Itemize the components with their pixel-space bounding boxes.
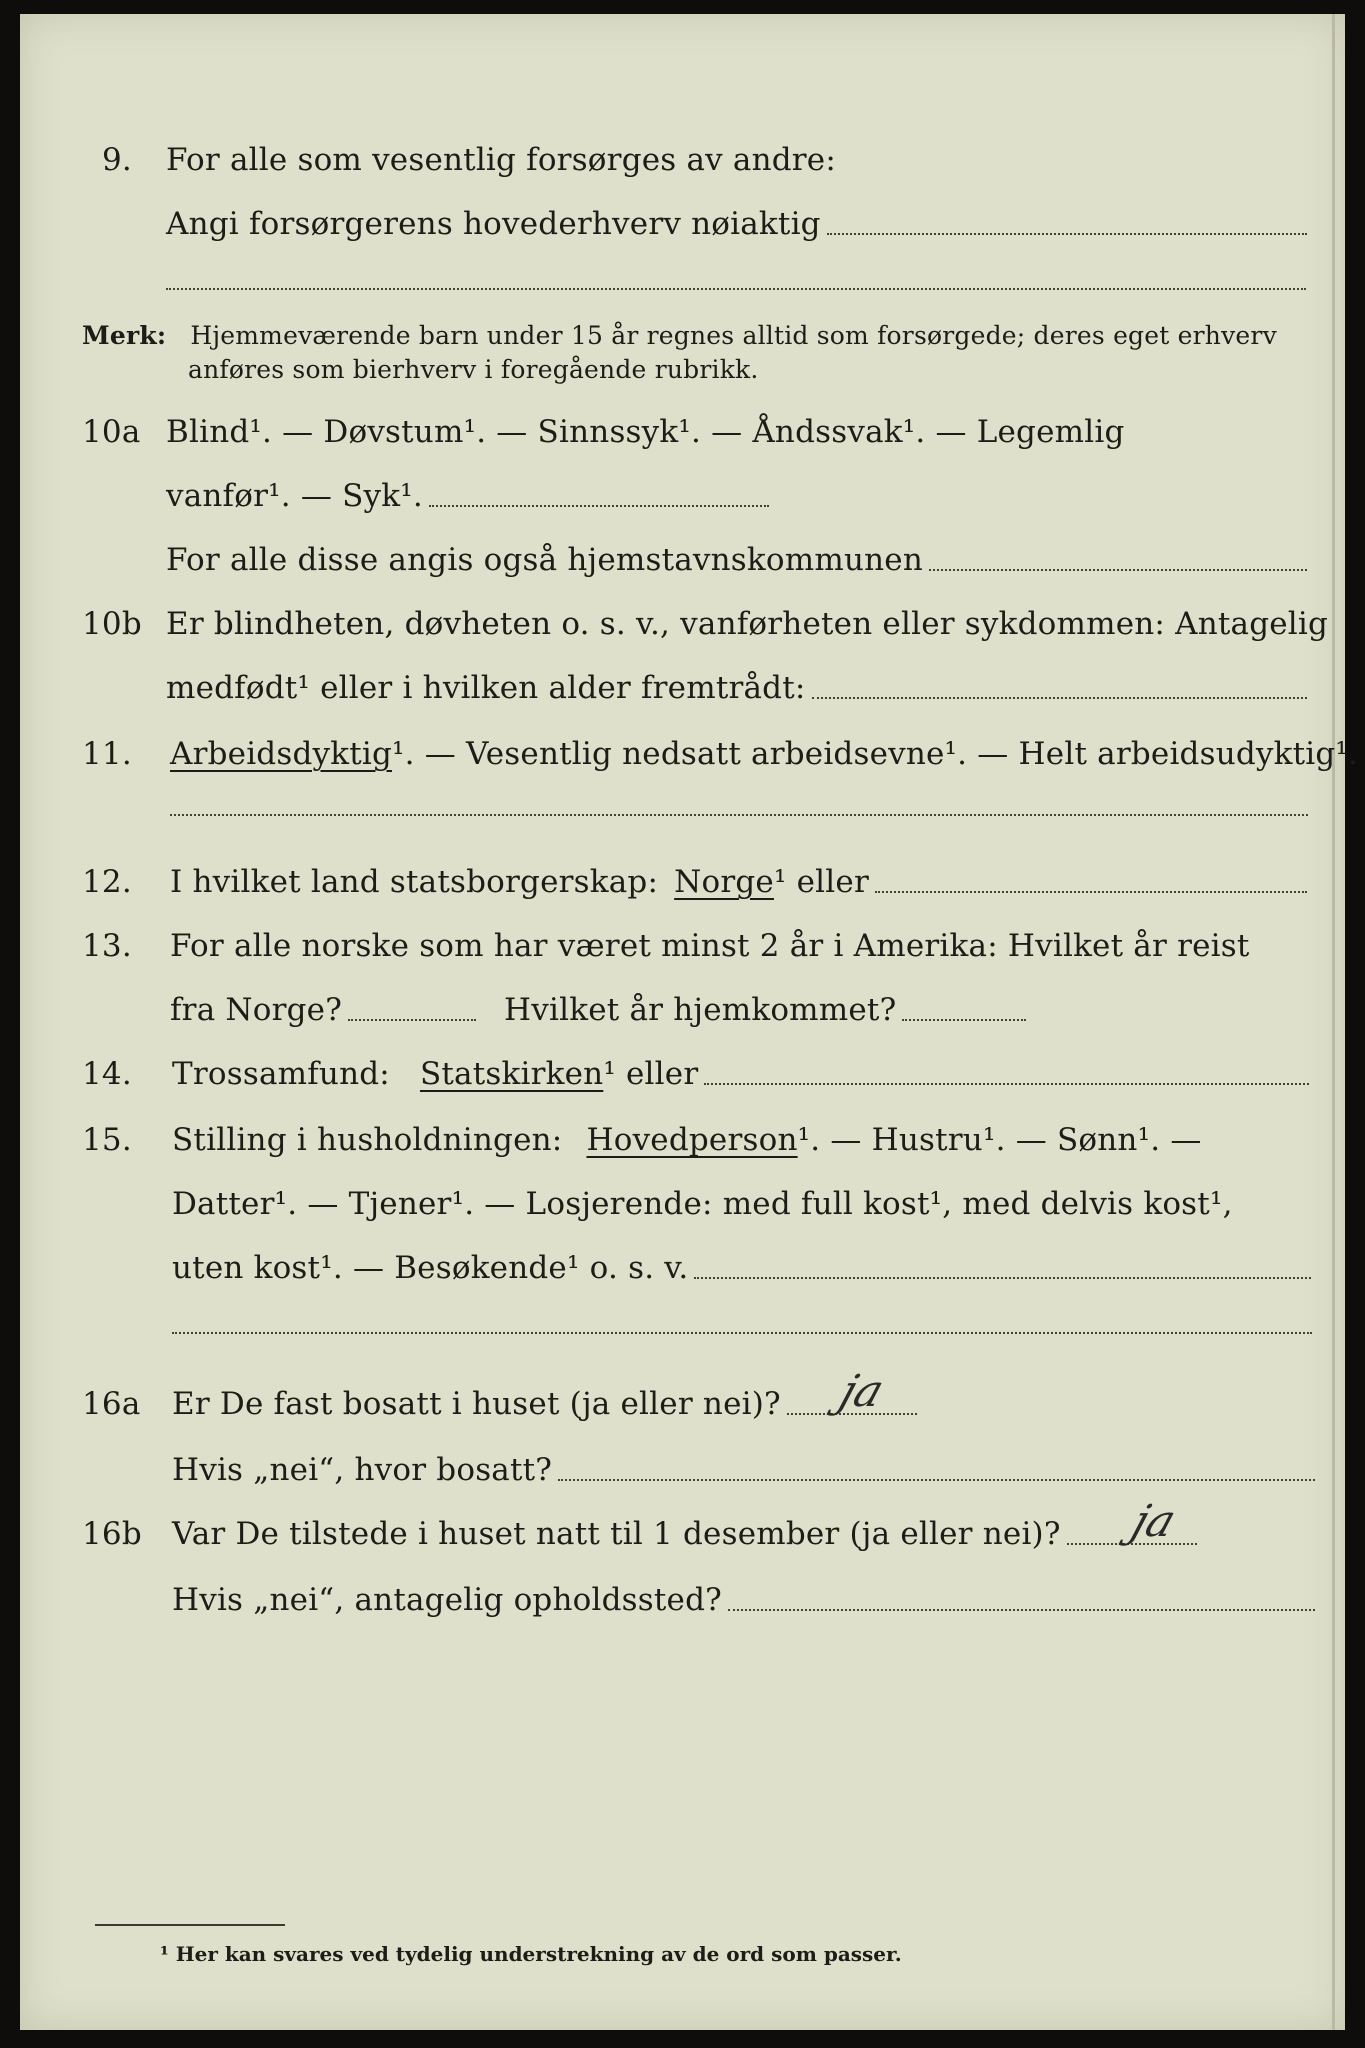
q12-option-underlined: Norge [674, 864, 774, 900]
q13-number: 13. [82, 928, 132, 964]
q10b-line1 [20, 604, 1345, 644]
merk-label: Merk: [82, 321, 167, 350]
q15-line1 [20, 1120, 1345, 1160]
q10a-number: 10a [82, 414, 141, 450]
q10b-text-2: medfødt¹ eller i hvilken alder fremtrådt: [166, 670, 806, 706]
q13-departure-field[interactable] [348, 1019, 476, 1021]
q13-departure-label: fra Norge? [170, 992, 343, 1028]
q15-rest-1: ¹. — Hustru¹. — Sønn¹. — [797, 1122, 1202, 1158]
q15-text-3: uten kost¹. — Besøkende¹ o. s. v. [172, 1250, 689, 1286]
q16b-line2 [20, 1580, 1315, 1620]
q14-text: Trossamfund: [172, 1056, 390, 1092]
q11-answer-line[interactable] [170, 814, 1308, 816]
q12-other-country-field[interactable] [875, 891, 1307, 893]
q16b-whereabouts-field[interactable] [728, 1609, 1315, 1611]
q14-number: 14. [82, 1056, 132, 1092]
q10a-sick-field[interactable] [429, 505, 769, 507]
q15-number: 15. [82, 1122, 132, 1158]
q10b-text-1: Er blindheten, døvheten o. s. v., vanførheten eller sykdommen: Antagelig [166, 606, 1329, 642]
footnote: ¹ Her kan svares ved tydelig understrekning av de ord som passer. [160, 1942, 902, 1966]
q10a-home-municipality-field[interactable] [929, 569, 1307, 571]
census-form-page [20, 14, 1359, 2030]
q12-number: 12. [82, 864, 132, 900]
q15-option-underlined: Hovedperson [586, 1122, 798, 1158]
q11-line [20, 734, 1359, 774]
q9-answer-field[interactable] [827, 233, 1307, 235]
q10a-line3 [20, 540, 1307, 580]
q16a-line2 [20, 1450, 1315, 1490]
q16a-text-2: Hvis „nei“, hvor bosatt? [172, 1452, 553, 1488]
q13-line1 [20, 926, 1345, 966]
q16b-handwritten-answer: ja [1125, 1496, 1183, 1547]
merk-line2 [20, 348, 1345, 388]
footnote-rule [95, 1924, 285, 1926]
q15-text-2: Datter¹. — Tjener¹. — Losjerende: med full kost¹, med delvis kost¹, [172, 1186, 1233, 1222]
q9-line2 [20, 204, 1307, 244]
q10a-text-2: vanfør¹. — Syk¹. [166, 478, 423, 514]
q16b-number: 16b [82, 1516, 142, 1552]
q16a-residence-field[interactable] [558, 1479, 1315, 1481]
q15-answer-field[interactable] [694, 1277, 1311, 1279]
q16a-number: 16a [82, 1386, 141, 1422]
q16a-handwritten-answer: ja [833, 1366, 891, 1417]
q9-text: For alle som vesentlig forsørges av andre: [166, 142, 836, 178]
q9-extra-answer-line[interactable] [166, 288, 1306, 290]
q15-extra-answer-line[interactable] [172, 1332, 1312, 1334]
q15-line2 [20, 1184, 1345, 1224]
q13-return-label: Hvilket år hjemkommet? [504, 992, 897, 1028]
q15-line3 [20, 1248, 1311, 1288]
q12-text: I hvilket land statsborgerskap: [170, 864, 659, 900]
q16b-text-1: Var De tilstede i huset natt til 1 desember (ja eller nei)? [172, 1516, 1061, 1552]
merk-text-1: Hjemmeværende barn under 15 år regnes alltid som forsørgede; deres eget erhverv [190, 321, 1277, 350]
q11-option-underlined: Arbeidsdyktig [170, 736, 393, 772]
q14-option-underlined: Statskirken [419, 1056, 604, 1092]
q10b-line2 [20, 668, 1307, 708]
q9-number: 9. [102, 142, 132, 178]
q10a-line2 [20, 476, 1345, 516]
q13-line2 [20, 990, 1345, 1030]
q11-rest: ¹. — Vesentlig nedsatt arbeidsevne¹. — Helt arbeidsudyktig¹. [392, 736, 1359, 772]
q9-provider-label: Angi forsørgerens hovederhverv nøiaktig [166, 206, 821, 242]
q10a-text-3: For alle disse angis også hjemstavnskommunen [166, 542, 923, 578]
q14-other-faith-field[interactable] [704, 1083, 1309, 1085]
q16a-text-1: Er De fast bosatt i huset (ja eller nei)? [172, 1386, 781, 1422]
q10b-answer-field[interactable] [812, 697, 1307, 699]
q12-line [20, 862, 1307, 902]
q9-line1 [20, 140, 1345, 180]
q10b-number: 10b [82, 606, 142, 642]
q15-text-1: Stilling i husholdningen: [172, 1122, 563, 1158]
q10a-line1 [20, 412, 1345, 452]
q11-number: 11. [82, 736, 132, 772]
q13-return-field[interactable] [902, 1019, 1026, 1021]
q10a-text-1: Blind¹. — Døvstum¹. — Sinnssyk¹. — Åndssvak¹. — Legemlig [166, 414, 1125, 450]
q16a-line1 [20, 1384, 1345, 1424]
q14-post: ¹ eller [603, 1056, 699, 1092]
merk-text-2: anføres som bierhverv i foregående rubrikk. [188, 355, 759, 384]
q12-post: ¹ eller [773, 864, 869, 900]
q16b-text-2: Hvis „nei“, antagelig opholdssted? [172, 1582, 722, 1618]
q13-text-1: For alle norske som har været minst 2 år i Amerika: Hvilket år reist [170, 928, 1250, 964]
q14-line [20, 1054, 1309, 1094]
